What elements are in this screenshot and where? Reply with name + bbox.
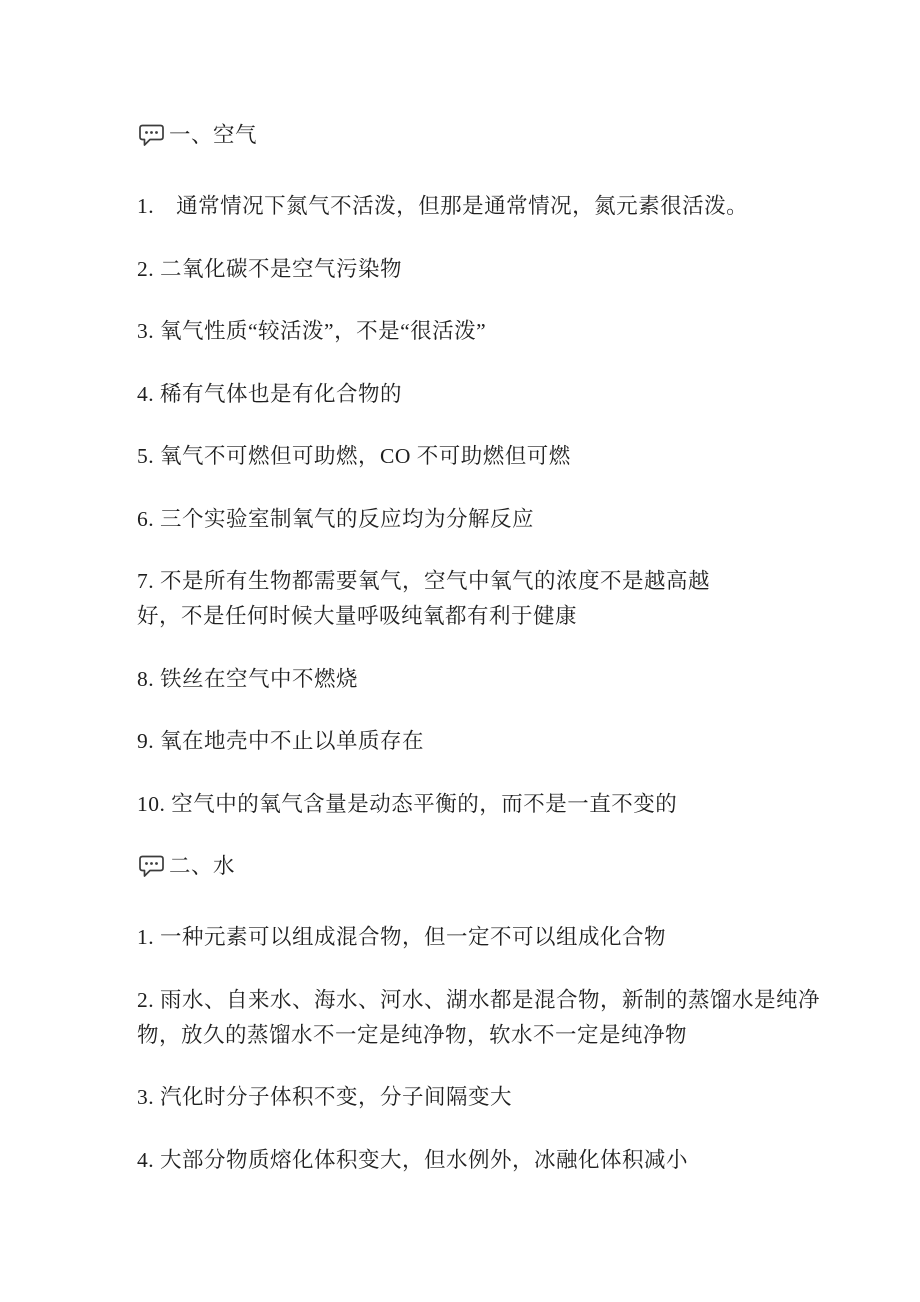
list-item: [137, 920, 850, 955]
list-item: [137, 787, 850, 822]
comment-bubble-icon[interactable]: [137, 854, 166, 879]
text-line: 8. 铁丝在空气中不燃烧: [137, 666, 359, 691]
section-heading: [137, 118, 850, 153]
list-item: [137, 189, 850, 224]
list-item: [137, 377, 850, 412]
list-item: [137, 439, 850, 474]
text-line: 1. 通常情况下氮气不活泼，但那是通常情况，氮元素很活泼。: [137, 194, 749, 218]
text-line: 2. 雨水、自来水、海水、河水、湖水都是混合物，新制的蒸馏水是纯净: [137, 987, 821, 1012]
section-heading-label: 一、空气: [169, 123, 258, 147]
list-item: [137, 564, 850, 634]
list-item: [137, 1143, 850, 1178]
comment-bubble-icon[interactable]: [137, 123, 166, 148]
text-line: 好，不是任何时候大量呼吸纯氧都有利于健康: [137, 604, 578, 628]
text-line: 4. 稀有气体也是有化合物的: [137, 381, 403, 406]
section-water: [137, 849, 850, 1178]
text-line: 6. 三个实验室制氧气的反应均为分解反应: [137, 506, 535, 531]
section-heading-label: 二、水: [169, 854, 236, 878]
text-line: 2. 二氧化碳不是空气污染物: [137, 256, 403, 281]
text-line: 10. 空气中的氧气含量是动态平衡的，而不是一直不变的: [137, 791, 678, 816]
text-line: 3. 氧气性质“较活泼”，不是“很活泼”: [137, 319, 487, 343]
text-line: 1. 一种元素可以组成混合物，但一定不可以组成化合物: [137, 925, 667, 949]
list-item: [137, 502, 850, 537]
section-heading: [137, 849, 850, 884]
text-line: 4. 大部分物质熔化体积变大，但水例外，冰融化体积减小: [137, 1147, 689, 1172]
section-air: [137, 118, 850, 822]
list-item: [137, 1080, 850, 1115]
list-item: [137, 724, 850, 759]
list-item: [137, 252, 850, 287]
text-line: 7. 不是所有生物都需要氧气，空气中氧气的浓度不是越高越: [137, 569, 711, 593]
text-line: 物，放久的蒸馏水不一定是纯净物，软水不一定是纯净物: [137, 1022, 688, 1047]
section-items: [137, 189, 850, 822]
text-line: 5. 氧气不可燃但可助燃，CO 不可助燃但可燃: [137, 444, 571, 468]
list-item: [137, 983, 850, 1053]
text-line: 3. 汽化时分子体积不变，分子间隔变大: [137, 1085, 513, 1109]
text-line: 9. 氧在地壳中不止以单质存在: [137, 729, 425, 753]
list-item: [137, 314, 850, 349]
section-items: [137, 920, 850, 1178]
list-item: [137, 662, 850, 697]
